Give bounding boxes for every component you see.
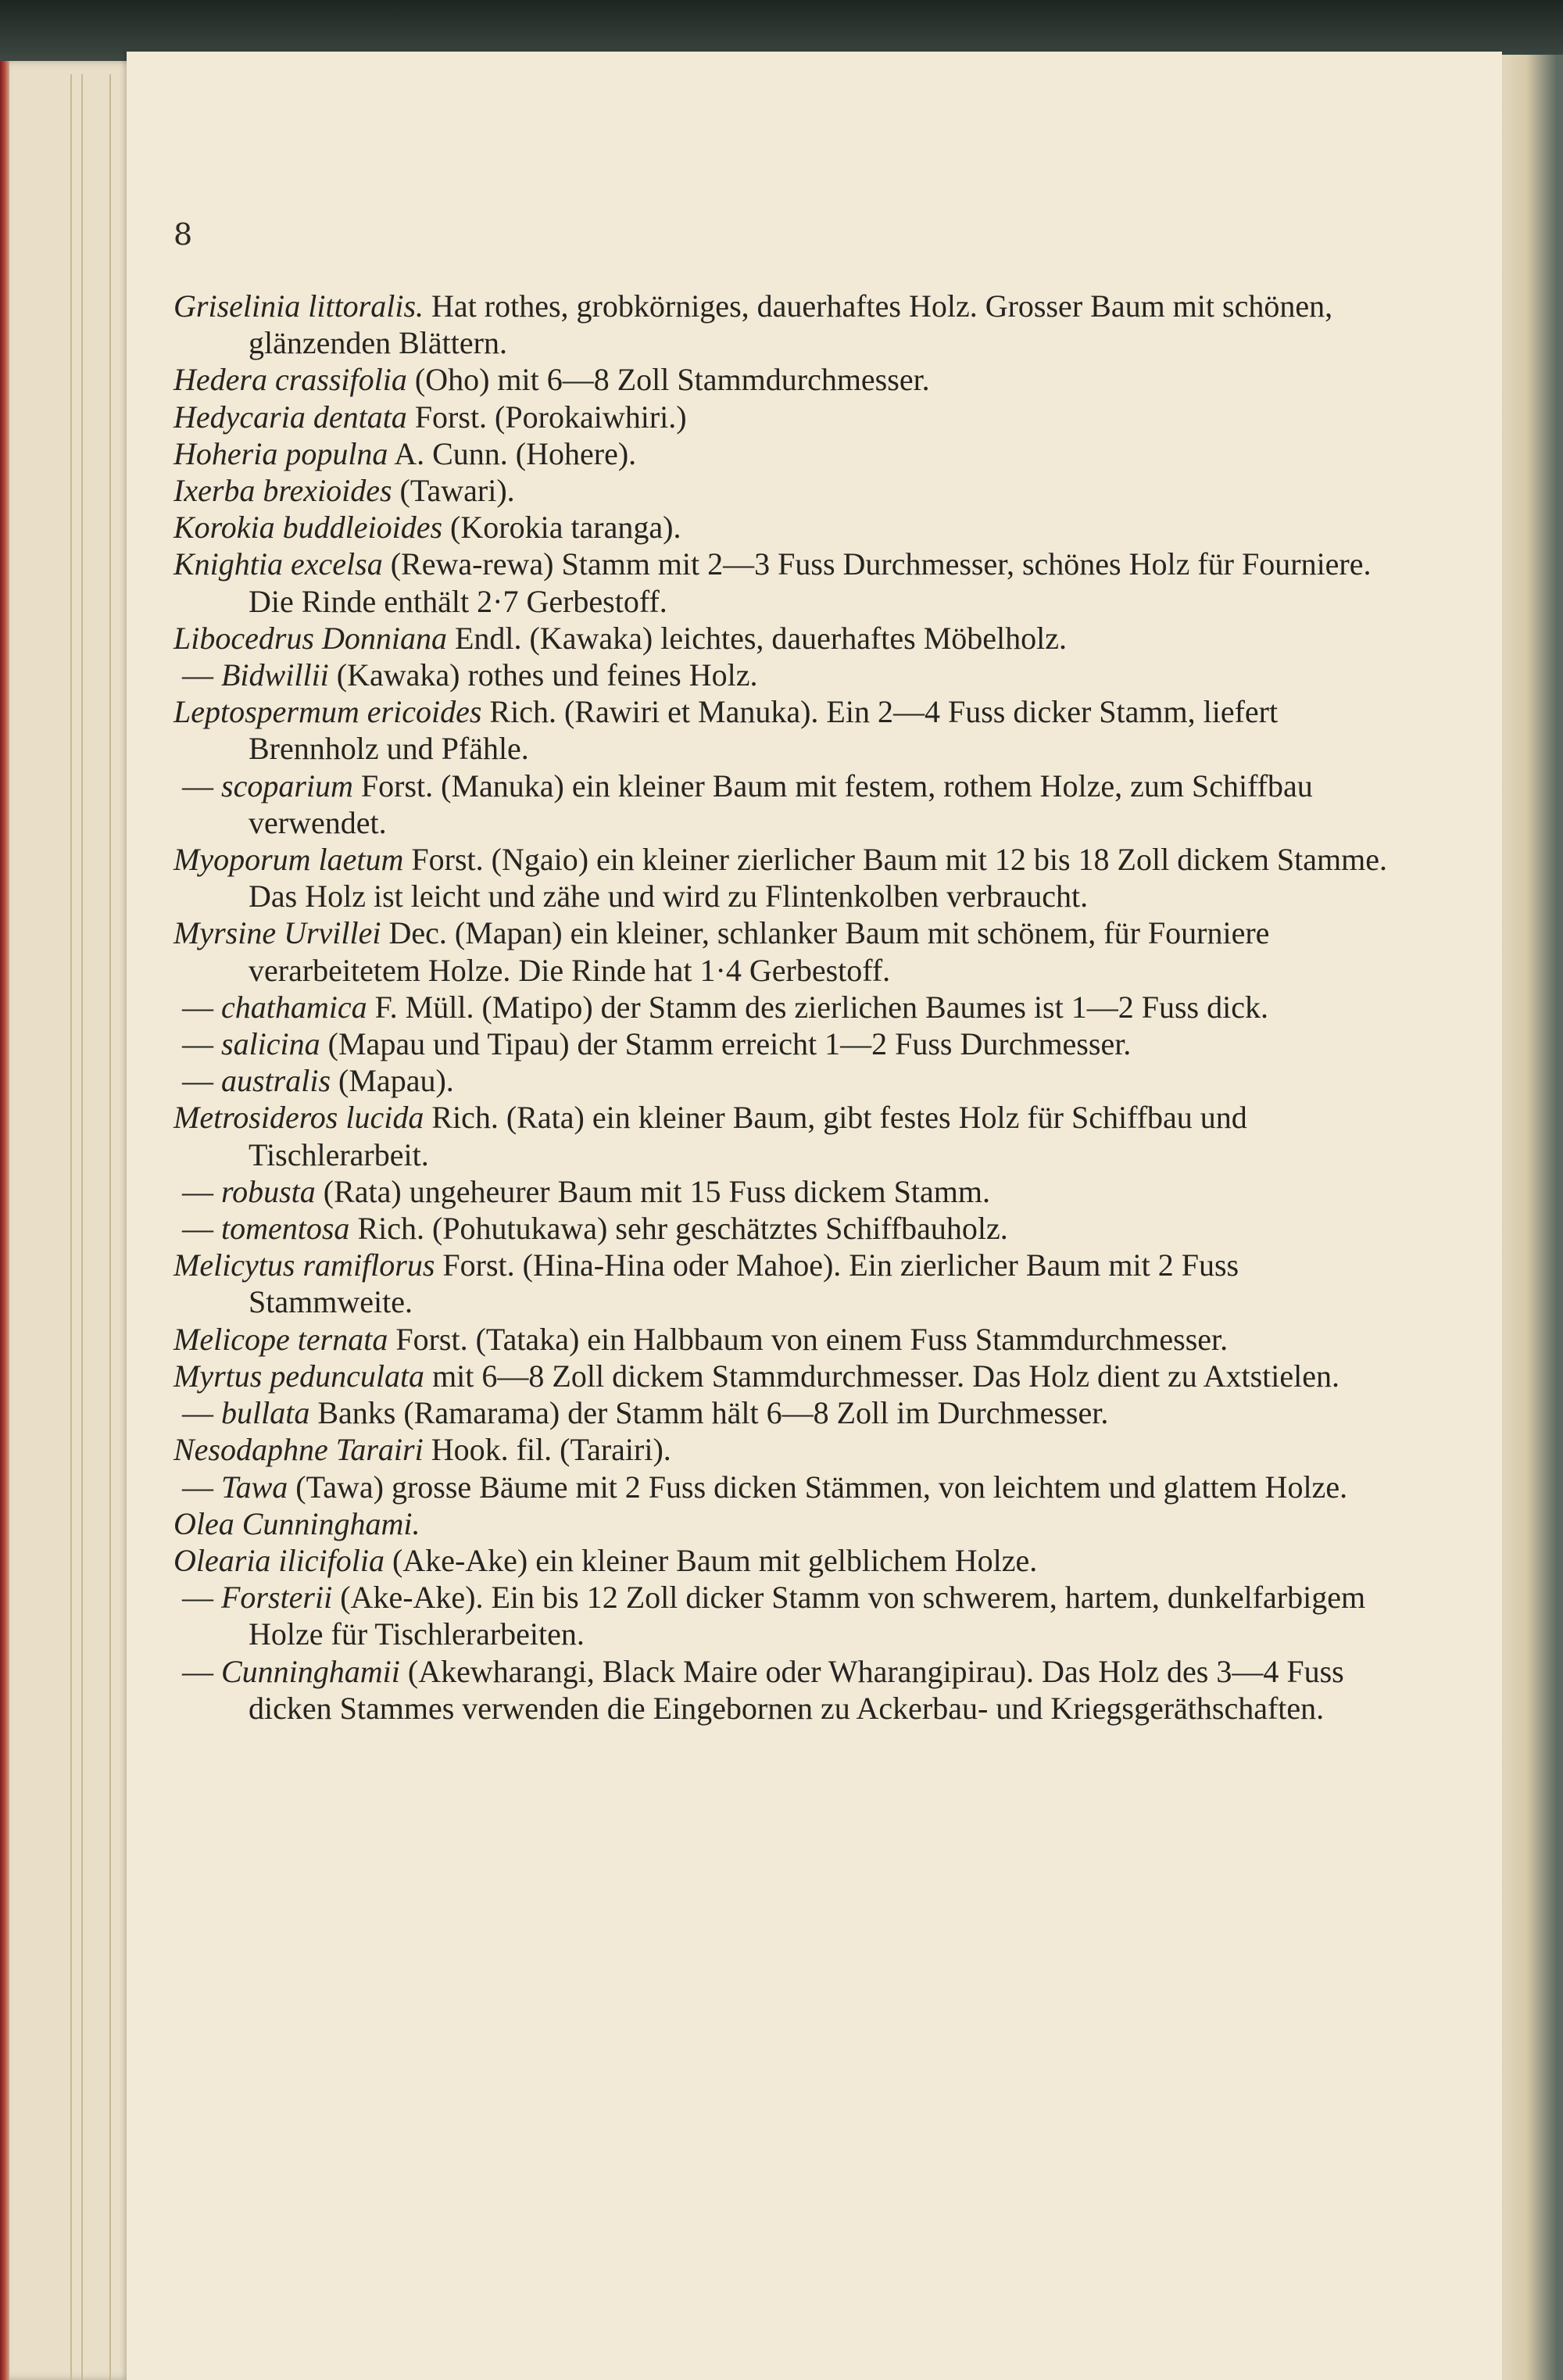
species-description: Forst. (Hina-Hina oder Mahoe). Ein zierlicher Baum mit 2 Fuss Stammweite. [249, 1247, 1239, 1320]
species-description: (Mapau und Tipau) der Stamm erreicht 1—2 Fuss Durchmesser. [320, 1026, 1132, 1062]
species-description: mit 6—8 Zoll dickem Stammdurchmesser. Das Holz dient zu Axtstielen. [424, 1358, 1339, 1394]
species-name: Tawa [221, 1469, 288, 1505]
species-description: Dec. (Mapan) ein kleiner, schlanker Baum mit schönem, für Fourniere verarbeitetem Holze. Die Rinde hat 1·4 Gerbestoff. [249, 915, 1270, 988]
species-entry [173, 546, 1393, 619]
entry-dash: — [182, 657, 221, 693]
species-entry [173, 435, 1393, 472]
species-name: Myrsine Urvillei [173, 915, 381, 951]
species-entry [173, 1469, 1393, 1505]
species-description: (Ake-Ake) ein kleiner Baum mit gelblichem Holze. [384, 1542, 1038, 1578]
species-description: Rich. (Pohutukawa) sehr geschätztes Schiffbauholz. [349, 1211, 1008, 1247]
species-entry [173, 1173, 1393, 1210]
species-entry [173, 1431, 1393, 1468]
species-description: (Kawaka) rothes und feines Holz. [328, 657, 758, 693]
entry-dash: — [182, 1026, 221, 1062]
species-description: Forst. (Ngaio) ein kleiner zierlicher Baum mit 12 bis 18 Zoll dickem Stamme. Das Holz ist leicht und zähe und wird zu Flintenkolben verbraucht. [249, 842, 1388, 914]
species-entry [173, 472, 1393, 509]
species-description: (Mapau). [331, 1063, 454, 1099]
species-description: Endl. (Kawaka) leichtes, dauerhaftes Möbelholz. [447, 620, 1068, 656]
species-name: scoparium [221, 768, 353, 803]
page-edge-line [109, 74, 111, 2380]
species-entry [173, 1247, 1393, 1320]
species-entry [173, 1321, 1393, 1358]
page-stack-right-edge [1502, 55, 1563, 2380]
species-entry [173, 1653, 1393, 1727]
species-name: Melicytus ramiflorus [173, 1247, 435, 1283]
species-entry [173, 768, 1393, 841]
species-name: Griselinia littoralis. [173, 288, 424, 324]
species-name: Hedycaria dentata [173, 399, 407, 435]
species-name: Hoheria populna [173, 435, 388, 471]
species-name: Knightia excelsa [173, 546, 383, 582]
species-entry [173, 914, 1393, 988]
species-entry [173, 657, 1393, 693]
species-entry [173, 1025, 1393, 1062]
entry-dash: — [182, 1580, 221, 1616]
species-description: Banks (Ramarama) der Stamm hält 6—8 Zoll im Durchmesser. [309, 1395, 1109, 1431]
species-description: Forst. (Tataka) ein Halbbaum von einem Fuss Stammdurchmesser. [388, 1321, 1229, 1357]
species-name: Olea Cunninghami. [173, 1505, 420, 1541]
entry-dash: — [182, 989, 221, 1025]
entry-dash: — [182, 1653, 221, 1689]
species-entry [173, 1542, 1393, 1579]
page-edge-line [81, 74, 83, 2380]
entry-dash: — [182, 1469, 221, 1505]
page-edge-line [70, 74, 72, 2380]
species-description: (Akewharangi, Black Maire oder Wharangipirau). Das Holz des 3—4 Fuss dicken Stammes verwenden die Eingebornen zu Ackerbau- und Kriegsgeräthschaften. [249, 1653, 1344, 1726]
species-name: Bidwillii [221, 657, 329, 693]
species-name: tomentosa [221, 1211, 350, 1247]
species-entry [173, 361, 1393, 398]
species-description: A. Cunn. (Hohere). [388, 435, 637, 471]
species-description: Forst. (Manuka) ein kleiner Baum mit festem, rothem Holze, zum Schiffbau verwendet. [249, 768, 1313, 840]
species-description: (Rewa-rewa) Stamm mit 2—3 Fuss Durchmesser, schönes Holz für Fourniere. Die Rinde enthält 2·7 Gerbestoff. [249, 546, 1372, 619]
page-edge-red [0, 61, 9, 2380]
species-entry [173, 841, 1393, 914]
species-name: Forsterii [221, 1580, 333, 1616]
species-entry [173, 399, 1393, 435]
entry-dash: — [182, 768, 221, 803]
species-list [173, 288, 1393, 1727]
species-entry [173, 288, 1393, 361]
species-description: F. Müll. (Matipo) der Stamm des zierlichen Baumes ist 1—2 Fuss dick. [367, 989, 1268, 1025]
species-entry [173, 509, 1393, 546]
species-description: Rich. (Rata) ein kleiner Baum, gibt festes Holz für Schiffbau und Tischlerarbeit. [249, 1100, 1247, 1172]
species-name: salicina [221, 1026, 320, 1062]
species-description: Hook. fil. (Tarairi). [423, 1432, 671, 1468]
species-entry [173, 1505, 1393, 1542]
entry-dash: — [182, 1395, 221, 1431]
species-name: Cunninghamii [221, 1653, 400, 1689]
species-entry [173, 1579, 1393, 1652]
species-name: Ixerba brexioides [173, 473, 392, 509]
species-name: robusta [221, 1173, 316, 1209]
entry-dash: — [182, 1063, 221, 1099]
species-name: Hedera crassifolia [173, 362, 407, 398]
species-description: Rich. (Rawiri et Manuka). Ein 2—4 Fuss dicker Stamm, liefert Brennholz und Pfähle. [249, 694, 1279, 767]
species-name: Libocedrus Donniana [173, 620, 447, 656]
species-entry [173, 693, 1393, 767]
species-name: Nesodaphne Tarairi [173, 1432, 424, 1468]
page-number: 8 [173, 217, 193, 252]
species-name: Korokia buddleioides [173, 510, 443, 546]
book-cover-top [0, 0, 1563, 55]
species-name: Myoporum laetum [173, 842, 404, 878]
species-name: bullata [221, 1395, 310, 1431]
species-description: (Ake-Ake). Ein bis 12 Zoll dicker Stamm von schwerem, hartem, dunkelfarbigem Holze für Tischlerarbeiten. [249, 1580, 1366, 1652]
species-name: Myrtus pedunculata [173, 1358, 425, 1394]
species-description: (Rata) ungeheurer Baum mit 15 Fuss dickem Stamm. [315, 1173, 990, 1209]
species-entry [173, 620, 1393, 657]
species-description: (Oho) mit 6—8 Zoll Stammdurchmesser. [406, 362, 930, 398]
species-entry [173, 989, 1393, 1025]
species-entry [173, 1062, 1393, 1099]
species-description: Forst. (Porokaiwhiri.) [406, 399, 687, 435]
species-description: Hat rothes, grobkörniges, dauerhaftes Holz. Grosser Baum mit schönen, glänzenden Blättern. [249, 288, 1333, 361]
species-description: (Tawa) grosse Bäume mit 2 Fuss dicken Stämmen, von leichtem und glattem Holze. [288, 1469, 1348, 1505]
entry-dash: — [182, 1211, 221, 1247]
species-name: Melicope ternata [173, 1321, 388, 1357]
species-entry [173, 1210, 1393, 1247]
species-name: Leptospermum ericoides [173, 694, 482, 730]
species-entry [173, 1099, 1393, 1172]
species-name: australis [221, 1063, 331, 1099]
species-name: Metrosideros lucida [173, 1100, 424, 1136]
species-entry [173, 1394, 1393, 1431]
species-name: Olearia ilicifolia [173, 1542, 384, 1578]
entry-dash: — [182, 1173, 221, 1209]
species-name: chathamica [221, 989, 367, 1025]
species-entry [173, 1358, 1393, 1394]
species-description: (Tawari). [392, 473, 515, 509]
species-description: (Korokia taranga). [442, 510, 681, 546]
